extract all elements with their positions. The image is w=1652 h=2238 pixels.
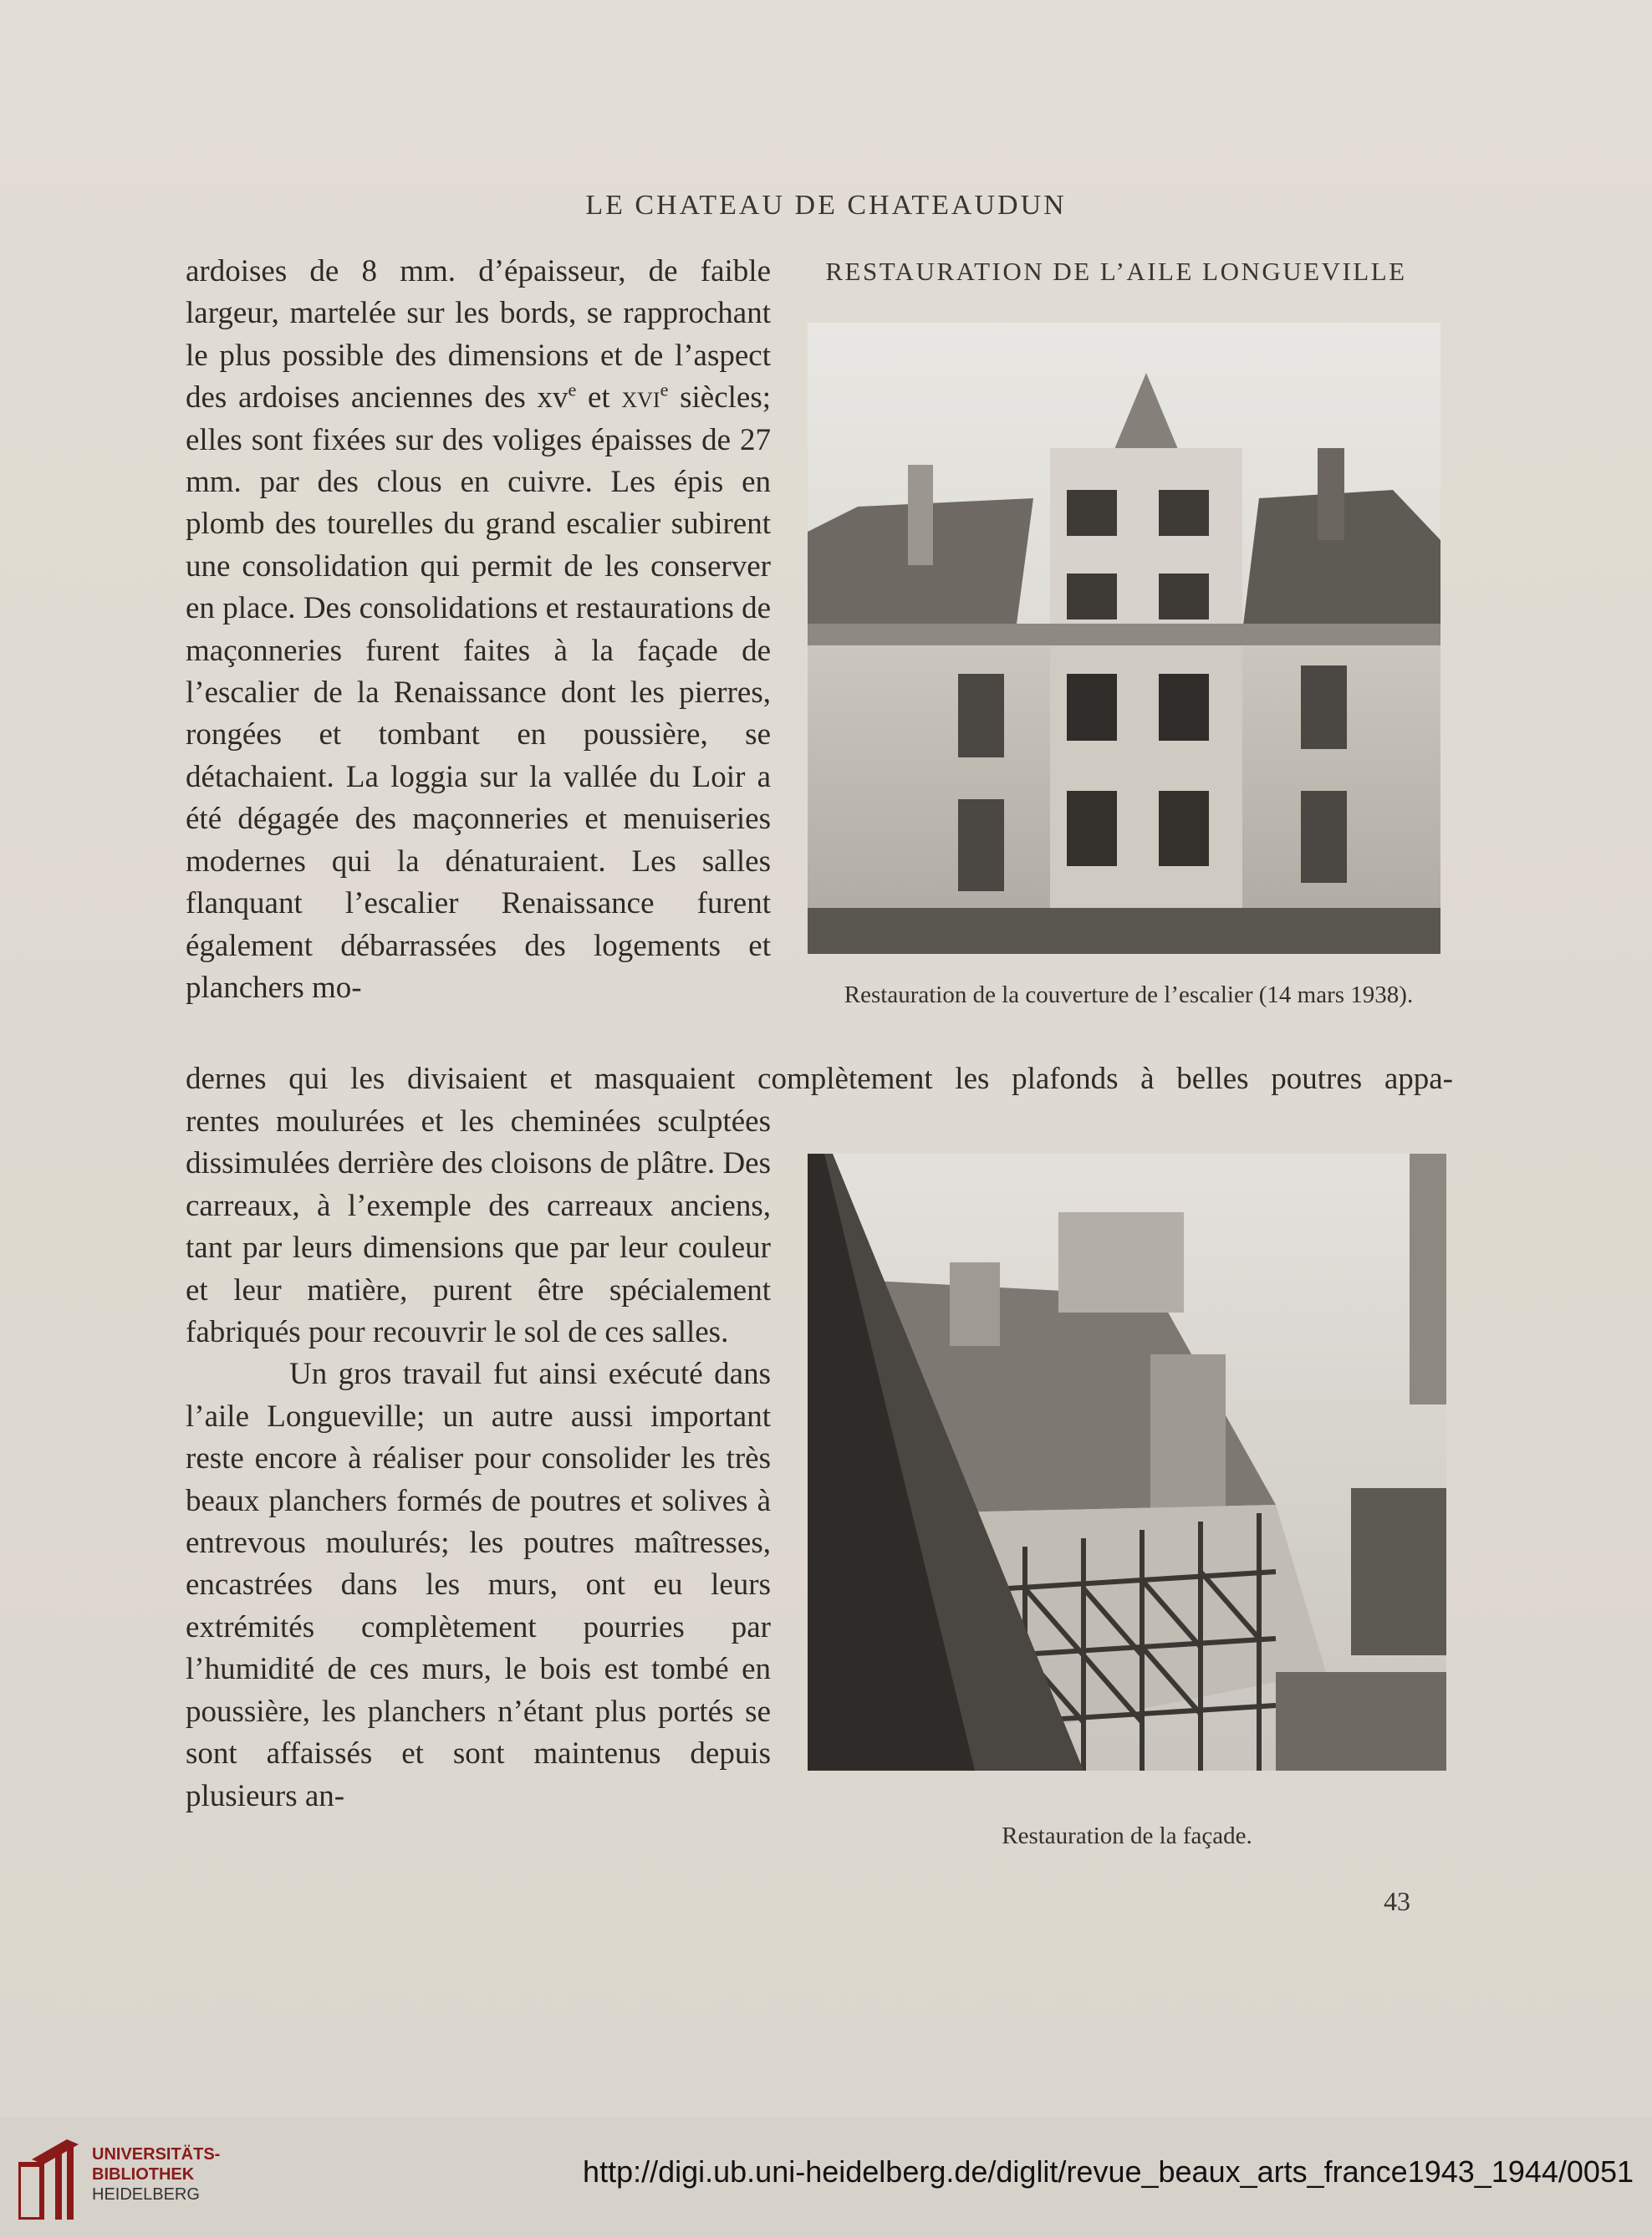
- permalink-url[interactable]: http://digi.ub.uni-heidelberg.de/diglit/revue_beaux_arts_france1943_1944/0051: [583, 2154, 1634, 2189]
- section-title: RESTAURATION DE L’AILE LONGUEVILLE: [825, 257, 1407, 286]
- caption-photo-1: Restauration de la couverture de l’escalier (14 mars 1938).: [844, 981, 1414, 1008]
- caption-photo-2: Restauration de la façade.: [1002, 1823, 1252, 1849]
- paragraph-2: Un gros travail fut ainsi exécuté dans l’aile Longueville; un autre aussi important reste encore à réaliser pour consolider les très beaux planchers formés de poutres et solives à entrevous moulurés; les poutres maîtresses, encastrées dans les murs, ont eu leurs extrémités complètement pourries par l’humidité de ces murs, le bois est tombé en poussière, les planchers n’étant plus portés se sont affaissés et sont maintenus depuis plusieurs an-: [186, 1357, 771, 1813]
- paragraph-1-continued: rentes moulurées et les cheminées sculptées dissimulées derrière des cloisons de plâtre. Des carreaux, à l’exemple des carreaux anciens, tant par leurs dimensions que par leur couleur et leur matière, purent être spécialement fabriqués pour recouvrir le sol de ces salles.: [186, 1104, 771, 1350]
- page-number: 43: [1384, 1886, 1410, 1916]
- photo-facade-scaffolding: [808, 1154, 1446, 1771]
- library-name-line-3: HEIDELBERG: [92, 2185, 200, 2204]
- library-logo-icon: [18, 2139, 79, 2220]
- body-text-full-width-line: [186, 1058, 1453, 1100]
- photo-staircase-roof: [808, 323, 1440, 954]
- paragraph-1: ardoises de 8 mm. d’épaisseur, de faible largeur, martelée sur les bords, se rapprochant le plus possible des dimensions et de l’aspect des ardoises anciennes des $xv^e$ et xvi$^e$ siècles; elles sont fixées sur des voliges épaisses de 27 mm. par des clous en cuivre. Les épis en plomb des tourelles du grand escalier subirent une consolidation qui permit de les conserver en place. Des consolidations et restaurations de maçonneries furent faites à la façade de l’escalier de la Renaissance dont les pierres, rongées et tombant en poussière, se détachaient. La loggia sur la vallée du Loir a été dégagée des maçonneries et menuiseries modernes qui la dénaturaient. Les salles flanquant l’escalier Renaissance furent également débarrassées des logements et planchers mo-: [186, 254, 771, 1005]
- viewer-footer: [0, 2118, 1652, 2238]
- full-width-line: dernes qui les divisaient et masquaient complètement les plafonds à belles poutres appa-: [186, 1062, 1453, 1096]
- photo-staircase-roof-image: [808, 323, 1440, 954]
- running-head: LE CHATEAU DE CHATEAUDUN: [585, 190, 1067, 221]
- library-name: [92, 2144, 220, 2205]
- photo-facade-scaffolding-image: [808, 1154, 1446, 1771]
- library-name-line-2: BIBLIOTHEK: [92, 2165, 195, 2184]
- library-name-line-1: UNIVERSITÄTS-: [92, 2145, 221, 2164]
- body-text-column-top: [186, 251, 771, 1009]
- body-text-column-bottom: [186, 1101, 771, 1817]
